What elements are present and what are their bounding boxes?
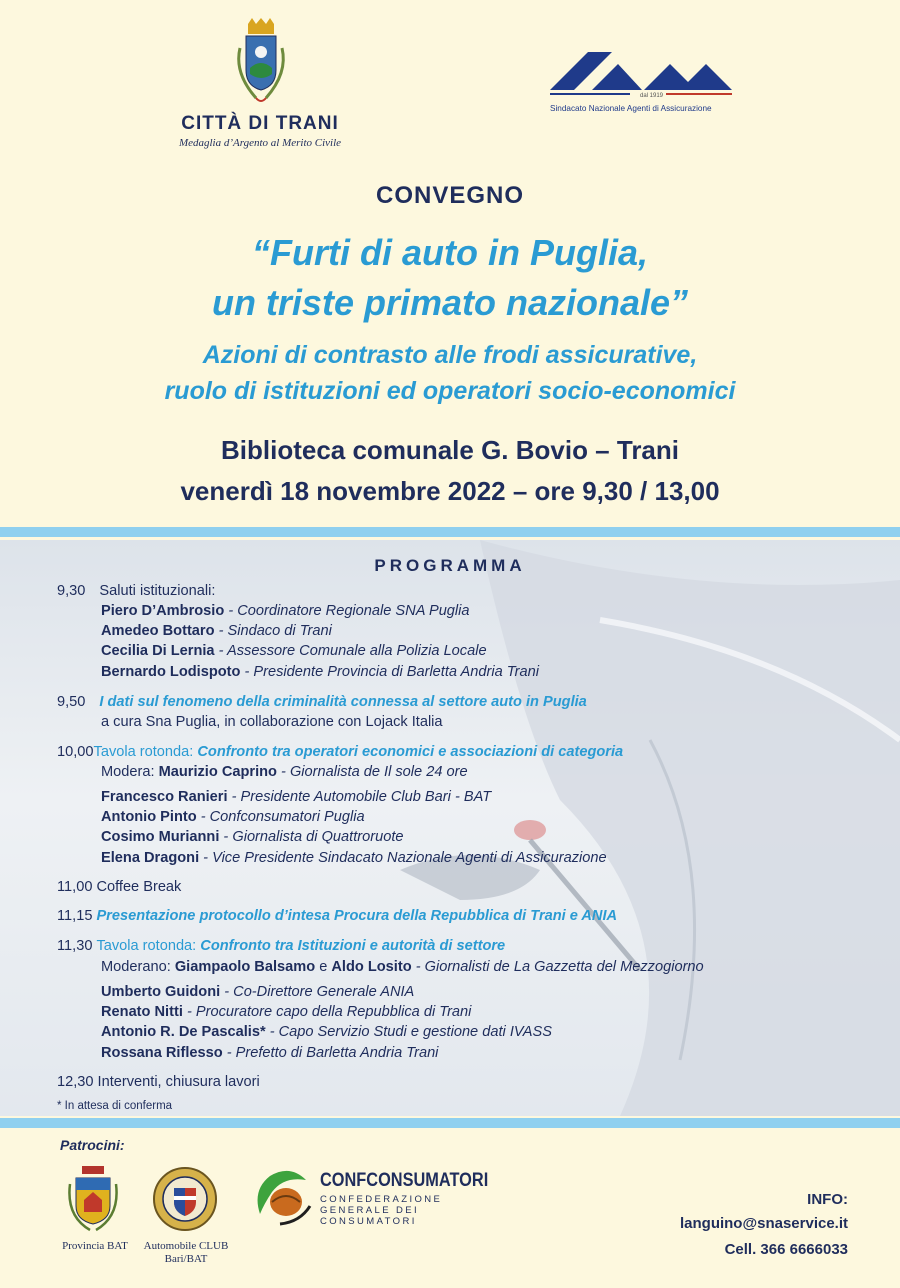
speaker-line — [101, 623, 332, 639]
provincia-bat-caption: Provincia BAT — [62, 1240, 128, 1252]
speaker-role: - Confconsumatori Puglia — [196, 809, 365, 825]
speaker-role: - Prefetto di Barletta Andria Trani — [222, 1045, 439, 1061]
speaker-line — [101, 1045, 438, 1061]
speaker-name: Elena Dragoni — [101, 850, 200, 866]
session-heading: Interventi, chiusura lavori — [97, 1074, 260, 1090]
speaker-line — [101, 664, 539, 680]
sna-logo — [548, 44, 734, 116]
session-detail: a cura Sna Puglia, in collaborazione con Lojack Italia — [101, 714, 443, 730]
programme-item — [57, 694, 587, 710]
session-heading: Coffee Break — [96, 879, 182, 895]
speaker-name: Antonio Pinto — [101, 809, 197, 825]
speaker-role: - Giornalista di Quattroruote — [219, 829, 404, 845]
confconsumatori-name: CONFCONSUMATORI — [320, 1170, 489, 1191]
info-label: INFO: — [807, 1191, 848, 1208]
speaker-name: Antonio R. De Pascalis* — [101, 1024, 266, 1040]
aci-caption-line1: Automobile CLUB — [143, 1240, 229, 1252]
moderator-name: Aldo Losito — [331, 959, 412, 975]
speaker-line — [101, 789, 491, 805]
speaker-name: Renato Nitti — [101, 1004, 183, 1020]
speaker-line — [101, 829, 404, 845]
speaker-line — [101, 1024, 552, 1040]
patrocini-label: Patrocini: — [60, 1137, 125, 1153]
sna-since-text: dal 1919 — [640, 93, 664, 99]
speaker-name: Cecilia Di Lernia — [101, 643, 215, 659]
aci-caption-line2: Bari/BAT — [164, 1253, 208, 1265]
event-venue: Biblioteca comunale G. Bovio – Trani — [221, 435, 679, 465]
event-label: CONVEGNO — [375, 182, 524, 209]
confconsumatori-logo-mark — [250, 1166, 314, 1230]
city-subtitle: Medaglia d’Argento al Merito Civile — [178, 137, 342, 149]
event-title-line-1: “Furti di auto in Puglia, — [252, 232, 648, 273]
trani-coat-of-arms-logo — [230, 18, 292, 110]
time-9-30: 9,30 — [57, 583, 86, 599]
programme-item — [57, 744, 623, 760]
speaker-role: - Sindaco di Trani — [214, 623, 332, 639]
speaker-name: Francesco Ranieri — [101, 789, 228, 805]
confconsumatori-subtitle: CONFEDERAZIONE GENERALE DEI CONSUMATORI — [320, 1194, 443, 1227]
speaker-role: - Coordinatore Regionale SNA Puglia — [224, 603, 470, 619]
moderator-label: Modera: — [101, 764, 159, 780]
moderator-role: - Giornalista de Il sole 24 ore — [276, 764, 468, 780]
programme-item — [57, 879, 181, 895]
speaker-line — [101, 643, 487, 659]
time-9-50: 9,50 — [57, 694, 86, 710]
speaker-role: - Presidente Provincia di Barletta Andria Trani — [240, 664, 539, 680]
moderator-name: Giampaolo Balsamo — [174, 959, 316, 975]
speaker-role: - Vice Presidente Sindacato Nazionale Agenti di Assicurazione — [199, 850, 607, 866]
speaker-line — [101, 984, 414, 1000]
event-title-line-2: un triste primato nazionale” — [211, 282, 689, 323]
session-prefix: Tavola rotonda: — [93, 744, 198, 760]
info-phone: Cell. 366 6666033 — [724, 1241, 848, 1258]
speaker-line — [101, 603, 470, 619]
programme-item — [57, 908, 617, 924]
event-datetime: venerdì 18 novembre 2022 – ore 9,30 / 13,00 — [180, 476, 720, 506]
speaker-role: - Presidente Automobile Club Bari - BAT — [227, 789, 492, 805]
speaker-role: - Procuratore capo della Repubblica di Trani — [182, 1004, 472, 1020]
sna-subtitle: Sindacato Nazionale Agenti di Assicurazione — [550, 104, 712, 113]
time-11-30: 11,30 — [57, 938, 93, 954]
automobile-club-caption — [136, 1240, 236, 1266]
speaker-line — [101, 850, 607, 866]
moderator-line — [101, 764, 468, 780]
sna-wordmark: SNA — [548, 44, 551, 45]
time-12-30: 12,30 — [57, 1074, 94, 1090]
programme-item — [57, 1074, 260, 1090]
programme-item — [57, 938, 505, 954]
moderator-and: e — [315, 959, 332, 975]
footnote: * In attesa di conferma — [57, 1100, 173, 1112]
session-heading: I dati sul fenomeno della criminalità connessa al settore auto in Puglia — [99, 694, 587, 710]
info-email-link[interactable]: languino@snaservice.it — [679, 1215, 848, 1232]
moderator-role: - Giornalisti de La Gazzetta del Mezzogiorno — [411, 959, 704, 975]
session-heading: Saluti istituzionali: — [99, 583, 216, 599]
time-11-00: 11,00 — [57, 879, 93, 895]
top-divider-stripe — [0, 527, 900, 537]
session-prefix: Tavola rotonda: — [96, 938, 201, 954]
speaker-name: Amedeo Bottaro — [101, 623, 215, 639]
provincia-bat-logo — [66, 1164, 120, 1234]
speaker-role: - Co-Direttore Generale ANIA — [220, 984, 415, 1000]
speaker-role: - Assessore Comunale alla Polizia Locale — [214, 643, 487, 659]
moderator-name: Maurizio Caprino — [158, 764, 277, 780]
session-heading: Confronto tra operatori economici e associazioni di categoria — [197, 744, 624, 760]
speaker-role: - Capo Servizio Studi e gestione dati IVASS — [265, 1024, 552, 1040]
session-heading: Presentazione protocollo d’intesa Procura della Repubblica di Trani e ANIA — [96, 908, 618, 924]
event-subtitle-line-1: Azioni di contrasto alle frodi assicurative, — [202, 341, 698, 369]
time-10-00: 10,00 — [57, 744, 94, 760]
speaker-name: Umberto Guidoni — [101, 984, 221, 1000]
event-subtitle-line-2: ruolo di istituzioni ed operatori socio-economici — [164, 377, 736, 405]
time-11-15: 11,15 — [57, 908, 93, 924]
session-heading: Confronto tra Istituzioni e autorità di settore — [200, 938, 506, 954]
moderator-line — [101, 959, 704, 975]
speaker-name: Piero D’Ambrosio — [101, 603, 225, 619]
programme-title: PROGRAMMA — [374, 556, 526, 575]
speaker-line — [101, 1004, 471, 1020]
automobile-club-logo — [152, 1166, 218, 1232]
speaker-name: Bernardo Lodispoto — [101, 664, 241, 680]
speaker-name: Cosimo Murianni — [101, 829, 220, 845]
bottom-divider-stripe — [0, 1118, 900, 1128]
speaker-name: Rossana Riflesso — [101, 1045, 223, 1061]
programme-item — [57, 583, 215, 599]
city-name: CITTÀ DI TRANI — [181, 113, 339, 134]
speaker-line — [101, 809, 365, 825]
moderator-label: Moderano: — [101, 959, 175, 975]
